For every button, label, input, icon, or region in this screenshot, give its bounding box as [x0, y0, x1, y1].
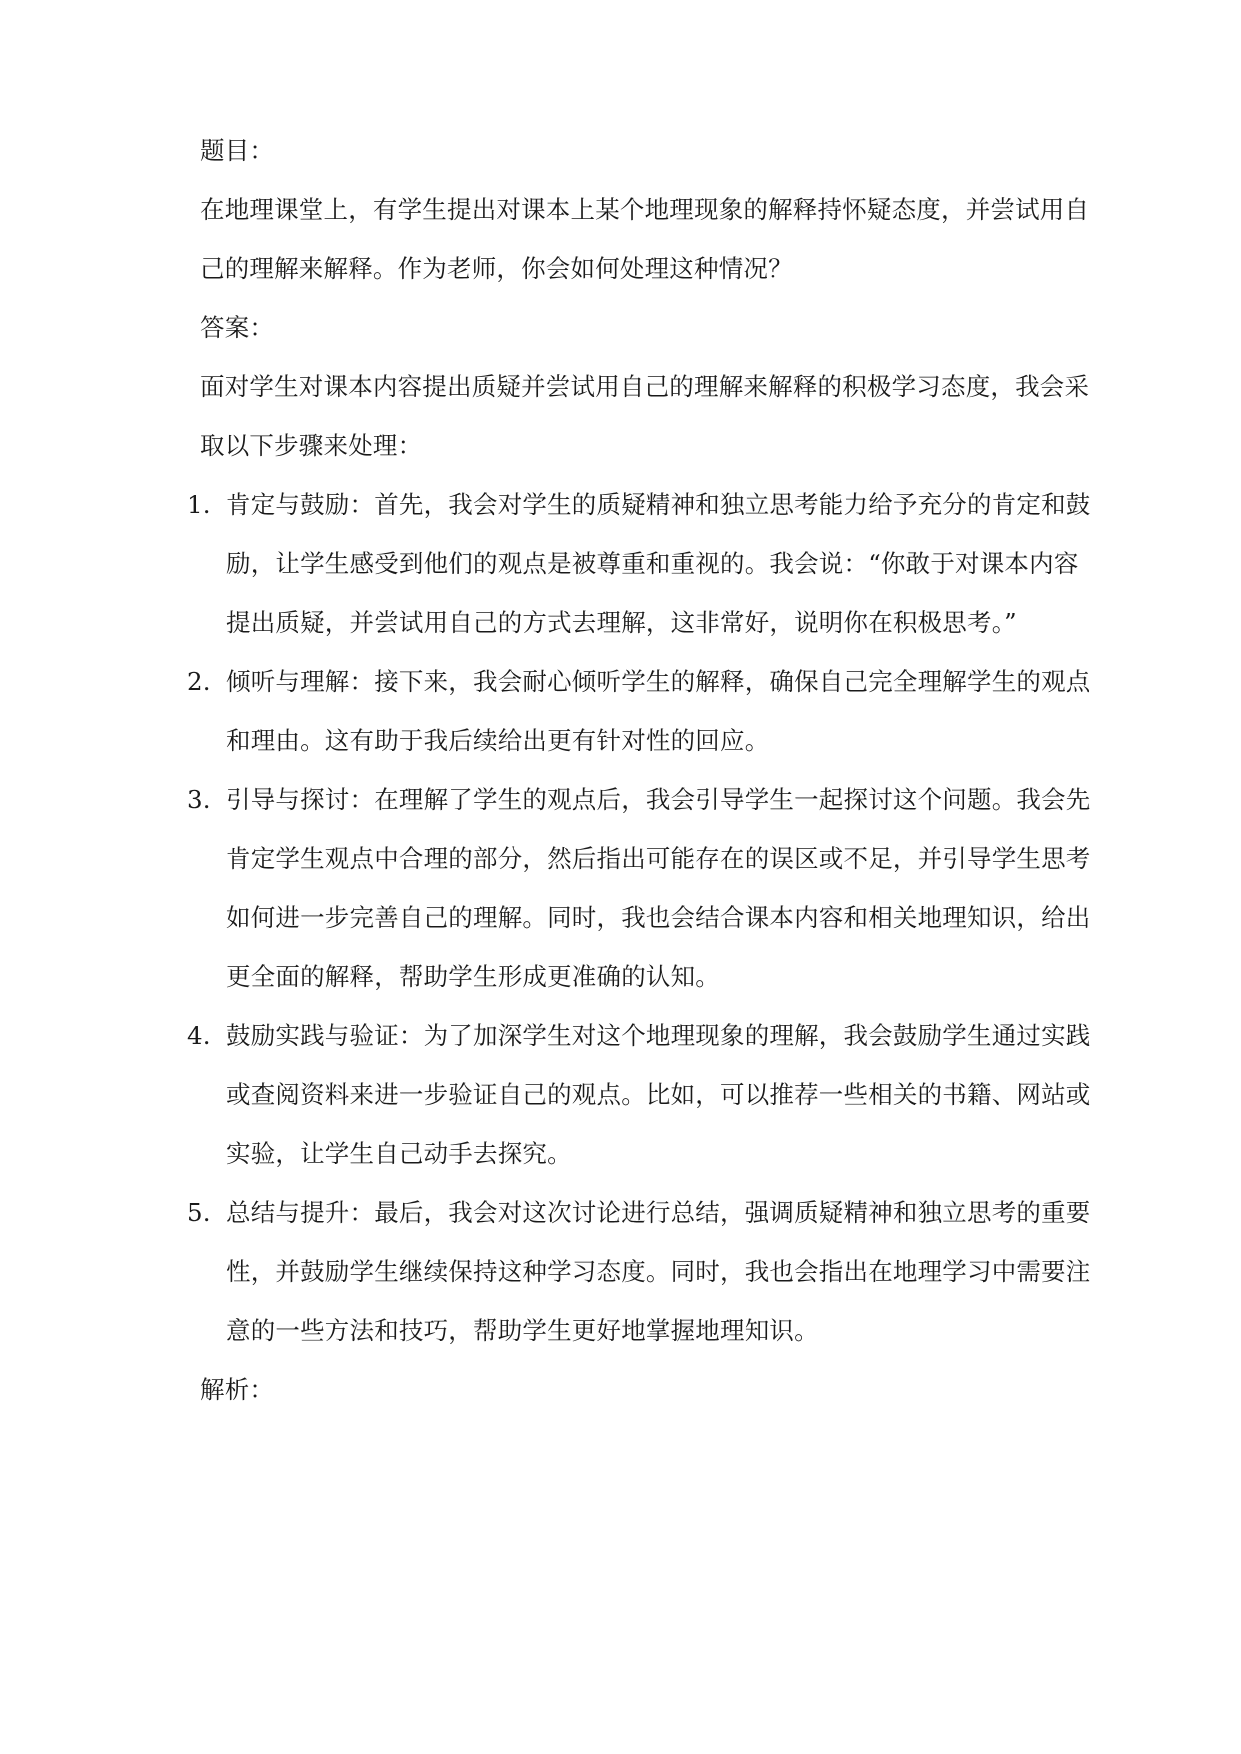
- step-5-number: 5.: [187, 1198, 211, 1227]
- step-3-line-3: 如何进一步完善自己的理解。同时，我也会结合课本内容和相关地理知识，给出: [226, 903, 1091, 932]
- step-4-line-3: 实验，让学生自己动手去探究。: [226, 1139, 572, 1168]
- intro-line-1: 面对学生对课本内容提出质疑并尝试用自己的理解来解释的积极学习态度，我会采: [200, 372, 1090, 401]
- step-3-number: 3.: [187, 785, 211, 814]
- step-1-number: 1.: [187, 490, 211, 519]
- step-4-number: 4.: [187, 1021, 211, 1050]
- step-4-line-1: 鼓励实践与验证：为了加深学生对这个地理现象的理解，我会鼓励学生通过实践: [226, 1021, 1091, 1050]
- intro-line-2: 取以下步骤来处理：: [200, 431, 423, 460]
- answer-label: 答案：: [200, 313, 275, 342]
- question-line-1: 在地理课堂上，有学生提出对课本上某个地理现象的解释持怀疑态度，并尝试用自: [200, 195, 1090, 224]
- step-3-line-2: 肯定学生观点中合理的部分，然后指出可能存在的误区或不足，并引导学生思考: [226, 844, 1091, 873]
- analysis-label: 解析：: [200, 1375, 275, 1404]
- step-5-line-2: 性，并鼓励学生继续保持这种学习态度。同时，我也会指出在地理学习中需要注: [226, 1257, 1091, 1286]
- step-2-number: 2.: [187, 667, 211, 696]
- step-2-line-1: 倾听与理解：接下来，我会耐心倾听学生的解释，确保自己完全理解学生的观点: [226, 667, 1091, 696]
- step-5-line-3: 意的一些方法和技巧，帮助学生更好地掌握地理知识。: [226, 1316, 819, 1345]
- step-4-line-2: 或查阅资料来进一步验证自己的观点。比如，可以推荐一些相关的书籍、网站或: [226, 1080, 1091, 1109]
- step-1-line-3: 提出质疑，并尝试用自己的方式去理解，这非常好，说明你在积极思考。”: [226, 608, 1017, 637]
- question-label: 题目：: [200, 136, 275, 165]
- step-5-line-1: 总结与提升：最后，我会对这次讨论进行总结，强调质疑精神和独立思考的重要: [226, 1198, 1091, 1227]
- step-1-line-2: 励，让学生感受到他们的观点是被尊重和重视的。我会说：“你敢于对课本内容: [226, 549, 1079, 578]
- step-3-line-4: 更全面的解释，帮助学生形成更准确的认知。: [226, 962, 720, 991]
- step-3-line-1: 引导与探讨：在理解了学生的观点后，我会引导学生一起探讨这个问题。我会先: [226, 785, 1091, 814]
- step-1-line-1: 肯定与鼓励：首先，我会对学生的质疑精神和独立思考能力给予充分的肯定和鼓: [226, 490, 1091, 519]
- question-line-2: 己的理解来解释。作为老师，你会如何处理这种情况？: [200, 254, 793, 283]
- step-2-line-2: 和理由。这有助于我后续给出更有针对性的回应。: [226, 726, 770, 755]
